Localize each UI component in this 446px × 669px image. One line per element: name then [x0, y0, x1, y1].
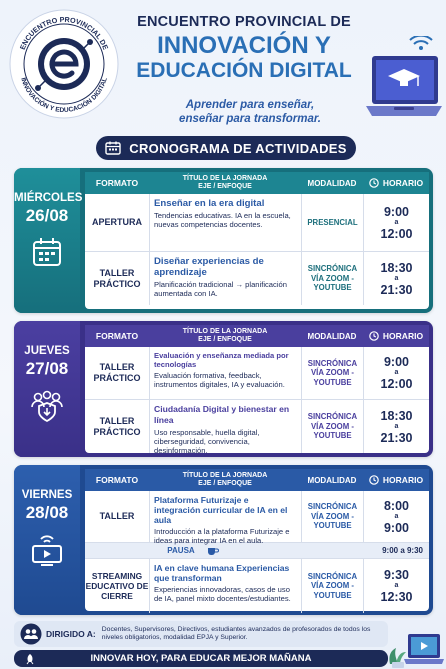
row-start: 9:30 [383, 568, 410, 582]
table-row [85, 400, 429, 456]
row-desc: Evaluación formativa, feedback, instrumentos digitales, IA y evaluación. [154, 371, 285, 390]
row-desc: Tendencias educativas. IA en la escuela, nuevas competencias docentes. [154, 211, 291, 230]
laptop-plant-icon [386, 624, 444, 668]
col-titulo-line-1: TÍTULO DE LA JORNADA [182, 471, 268, 479]
streaming-screen-icon [30, 533, 64, 567]
rocket-icon [24, 653, 36, 665]
row-title-cell [149, 559, 301, 613]
event-logo-icon [8, 8, 120, 120]
title-line-1: ENCUENTRO PROVINCIAL DE [137, 14, 351, 30]
col-titulo-line-2: EJE / ENFOQUE [198, 336, 252, 343]
day-block-miercoles [14, 168, 433, 313]
row-desc: Planificación tradicional → planificación aumentada con IA. [154, 280, 287, 299]
slogan-line-1: Aprender para enseñar, [185, 99, 315, 111]
col-modalidad: MODALIDAD [307, 178, 357, 188]
col-horario-label: HORARIO [382, 475, 424, 485]
row-start: 18:30 [380, 408, 413, 423]
row-a: a [394, 274, 399, 282]
row-modalidad: SINCRÓNICA VÍA ZOOM - YOUTUBE [301, 559, 363, 613]
day-block-viernes [14, 465, 433, 615]
col-formato: FORMATO [95, 331, 139, 341]
day-label [14, 465, 80, 615]
row-horario [363, 347, 429, 399]
day-block-jueves [14, 321, 433, 457]
col-formato: FORMATO [95, 475, 139, 485]
row-start: 18:30 [380, 260, 413, 275]
row-end: 12:00 [380, 226, 413, 241]
day-label [14, 168, 83, 313]
row-horario [363, 252, 429, 305]
col-horario [363, 178, 429, 188]
row-modalidad: SINCRÓNICA VÍA ZOOM - YOUTUBE [301, 347, 363, 399]
table-row [85, 194, 429, 252]
col-formato: FORMATO [95, 178, 139, 188]
page-title [124, 14, 364, 83]
clock-icon [369, 331, 379, 341]
table-row [85, 252, 429, 305]
row-formato: TALLER [99, 511, 135, 521]
row-end: 21:30 [380, 282, 413, 297]
row-modalidad: SINCRÓNICA VÍA ZOOM - YOUTUBE [301, 252, 363, 305]
pause-label-cell [85, 546, 301, 556]
people-shield-icon [30, 389, 64, 423]
motto-banner [14, 650, 388, 667]
row-horario [363, 400, 429, 453]
row-title: Ciudadanía Digital y bienestar en línea [154, 404, 290, 425]
title-line-2: INNOVACIÓN Y [157, 32, 331, 59]
row-title: Evaluación y enseñanza mediada por tecnologías [154, 351, 289, 369]
pause-label: PAUSA [167, 546, 195, 555]
row-title-cell [149, 252, 301, 305]
slogan-line-2: enseñar para transformar. [179, 113, 321, 125]
audience-text: Docentes, Supervisores, Directivos, estudiantes avanzados de profesorados de todos los niveles obligatorios, modalidad EPJA y Superior. [101, 625, 371, 641]
day-name: VIERNES [21, 489, 73, 501]
row-a: a [394, 582, 399, 589]
col-titulo [149, 328, 301, 345]
row-end: 21:30 [380, 430, 413, 445]
row-title: Plataforma Futurizaje e integración curricular de IA en el aula [154, 495, 288, 525]
row-end: 9:00 [383, 520, 410, 535]
col-titulo [149, 175, 301, 192]
day-date: 26/08 [25, 206, 69, 225]
row-start: 8:00 [383, 498, 410, 513]
table-row [85, 559, 429, 613]
col-horario [363, 331, 429, 341]
cronograma-label: CRONOGRAMA DE ACTIVIDADES [129, 140, 347, 156]
row-formato: STREAMING EDUCATIVO DE CIERRE [85, 571, 149, 601]
day-date: 28/08 [25, 503, 69, 522]
slogan [160, 98, 340, 126]
clock-icon [369, 178, 379, 188]
schedule-table [85, 469, 429, 611]
coffee-cup-icon [207, 546, 219, 556]
clock-icon [369, 475, 379, 485]
row-end: 12:00 [380, 377, 413, 391]
col-modalidad: MODALIDAD [307, 475, 357, 485]
col-titulo-line-2: EJE / ENFOQUE [198, 480, 252, 487]
day-date: 27/08 [25, 359, 69, 378]
row-horario [363, 491, 429, 542]
row-modalidad: SINCRÓNICA VÍA ZOOM - YOUTUBE [301, 491, 363, 542]
row-title: Diseñar experiencias de aprendizaje [154, 256, 264, 278]
motto-text: INNOVAR HOY, PARA EDUCAR MEJOR MAÑANA [90, 653, 312, 664]
row-title-cell [149, 491, 301, 546]
row-horario [363, 559, 429, 613]
col-horario-label: HORARIO [382, 178, 424, 188]
row-desc: Introducción a la plataforma Futurizaje e ideas para integrar IA en el aula. [154, 527, 290, 546]
col-titulo [149, 472, 301, 489]
col-modalidad: MODALIDAD [307, 331, 357, 341]
calendar-icon [105, 141, 121, 155]
row-a: a [394, 369, 399, 376]
row-a: a [394, 512, 399, 520]
row-modalidad: SINCRÓNICA VÍA ZOOM - YOUTUBE [301, 400, 363, 453]
row-a: a [394, 218, 399, 226]
cronograma-banner [96, 136, 356, 160]
table-row [85, 491, 429, 546]
logo-text-bottom: INNOVACIÓN Y EDUCACIÓN DIGITAL [19, 76, 109, 115]
audience-box [14, 621, 388, 647]
day-name: MIÉRCOLES [14, 192, 83, 204]
col-horario [363, 475, 429, 485]
row-title-cell [149, 347, 301, 399]
day-name: JUEVES [24, 345, 70, 357]
row-formato: TALLER PRÁCTICO [93, 362, 141, 383]
row-formato: TALLER PRÁCTICO [93, 415, 141, 437]
row-modalidad: PRESENCIAL [301, 194, 363, 251]
table-header [85, 469, 429, 491]
col-titulo-line-1: TÍTULO DE LA JORNADA [182, 327, 268, 335]
col-titulo-line-2: EJE / ENFOQUE [198, 183, 252, 190]
row-formato: TALLER PRÁCTICO [93, 267, 141, 289]
group-icon [20, 623, 42, 645]
table-row [85, 347, 429, 400]
row-title-cell [149, 400, 301, 456]
row-desc: Experiencias innovadoras, casos de uso de IA, panel mixto docentes/estudiantes. [154, 585, 291, 604]
day-label [14, 321, 80, 457]
row-start: 9:00 [383, 204, 410, 219]
laptop-graduation-icon [364, 36, 444, 126]
row-title: Enseñar en la era digital [154, 198, 265, 209]
row-a: a [394, 422, 399, 430]
col-titulo-line-1: TÍTULO DE LA JORNADA [182, 174, 268, 182]
row-start: 9:00 [383, 355, 410, 369]
row-desc: Uso responsable, huella digital, ciberseguridad, convivencia, desinformación. [154, 428, 260, 456]
row-horario [363, 194, 429, 251]
pause-time: 9:00 a 9:30 [382, 546, 423, 555]
table-header [85, 325, 429, 347]
schedule-table [85, 172, 429, 309]
row-title-cell [149, 194, 301, 251]
row-formato: APERTURA [91, 217, 142, 227]
audience-label: DIRIGIDO A: [46, 629, 96, 639]
calendar-icon [31, 236, 63, 268]
col-horario-label: HORARIO [382, 331, 424, 341]
table-header [85, 172, 429, 194]
title-line-3: EDUCACIÓN DIGITAL [136, 59, 352, 82]
logo-text-top: ENCUENTRO PROVINCIAL DE [17, 14, 111, 52]
row-end: 12:30 [380, 590, 413, 604]
row-title: IA en clave humana Experiencias que transforman [154, 563, 290, 583]
schedule-table [85, 325, 429, 456]
